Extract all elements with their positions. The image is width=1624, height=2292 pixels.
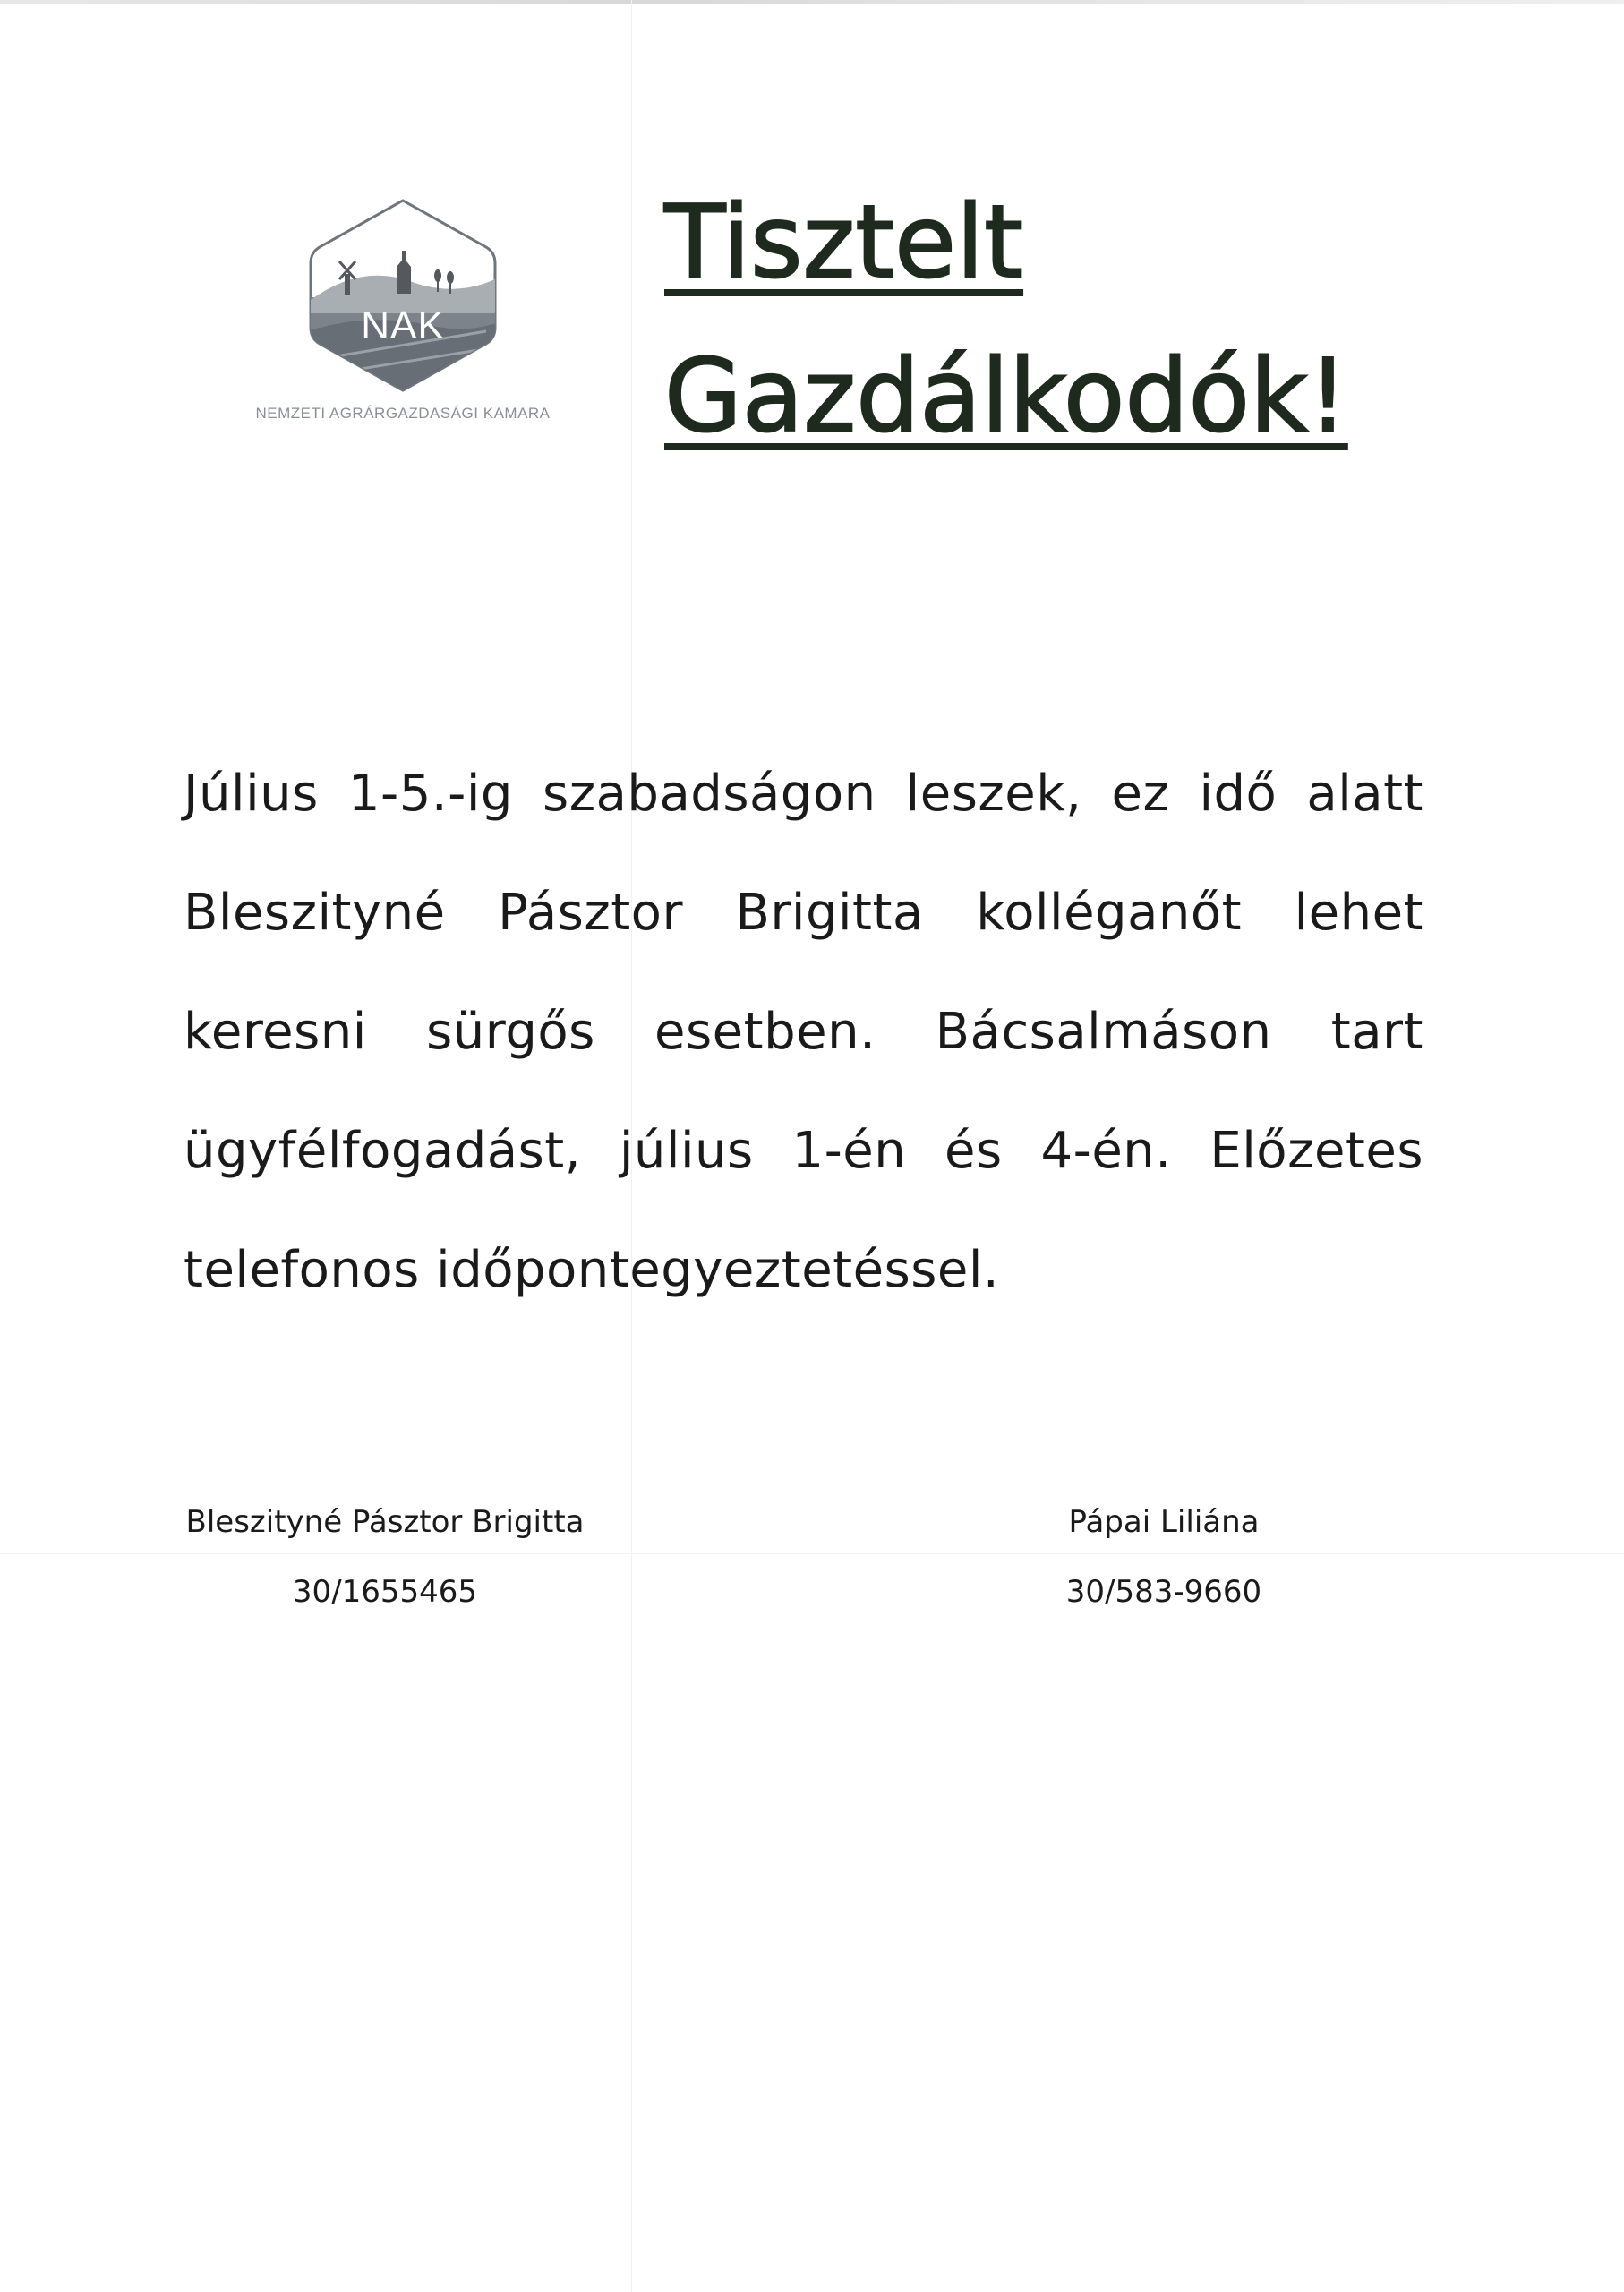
logo-caption: NEMZETI AGRÁRGAZDASÁGI KAMARA xyxy=(255,405,551,422)
title-line-1: Tisztelt xyxy=(664,184,1024,301)
nak-logo xyxy=(224,197,582,430)
contact-phone: 30/583-9660 xyxy=(1065,1574,1262,1610)
contact-name: Pápai Liliána xyxy=(1068,1504,1260,1540)
contact-left xyxy=(179,1504,591,1610)
contact-phone: 30/1655465 xyxy=(292,1574,478,1610)
notice-paragraph: Július 1-5.-ig szabadságon leszek, ez idő alatt Bleszityné Pásztor Brigitta kolléganőt lehet keresni sürgős esetben. Bácsalmáson tart ügyfélfogadást, július 1-én és 4-én. Előzetes telefonos időpontegyeztetéssel. xyxy=(184,765,1423,1299)
contact-name: Bleszityné Pásztor Brigitta xyxy=(185,1504,585,1540)
page-title xyxy=(664,184,1470,455)
scan-edge-artifact xyxy=(0,0,1624,4)
contact-right xyxy=(1021,1504,1307,1610)
nak-emblem-icon xyxy=(307,197,499,394)
svg-text:NAK: NAK xyxy=(361,304,445,347)
title-line-2: Gazdálkodók! xyxy=(664,338,1348,455)
